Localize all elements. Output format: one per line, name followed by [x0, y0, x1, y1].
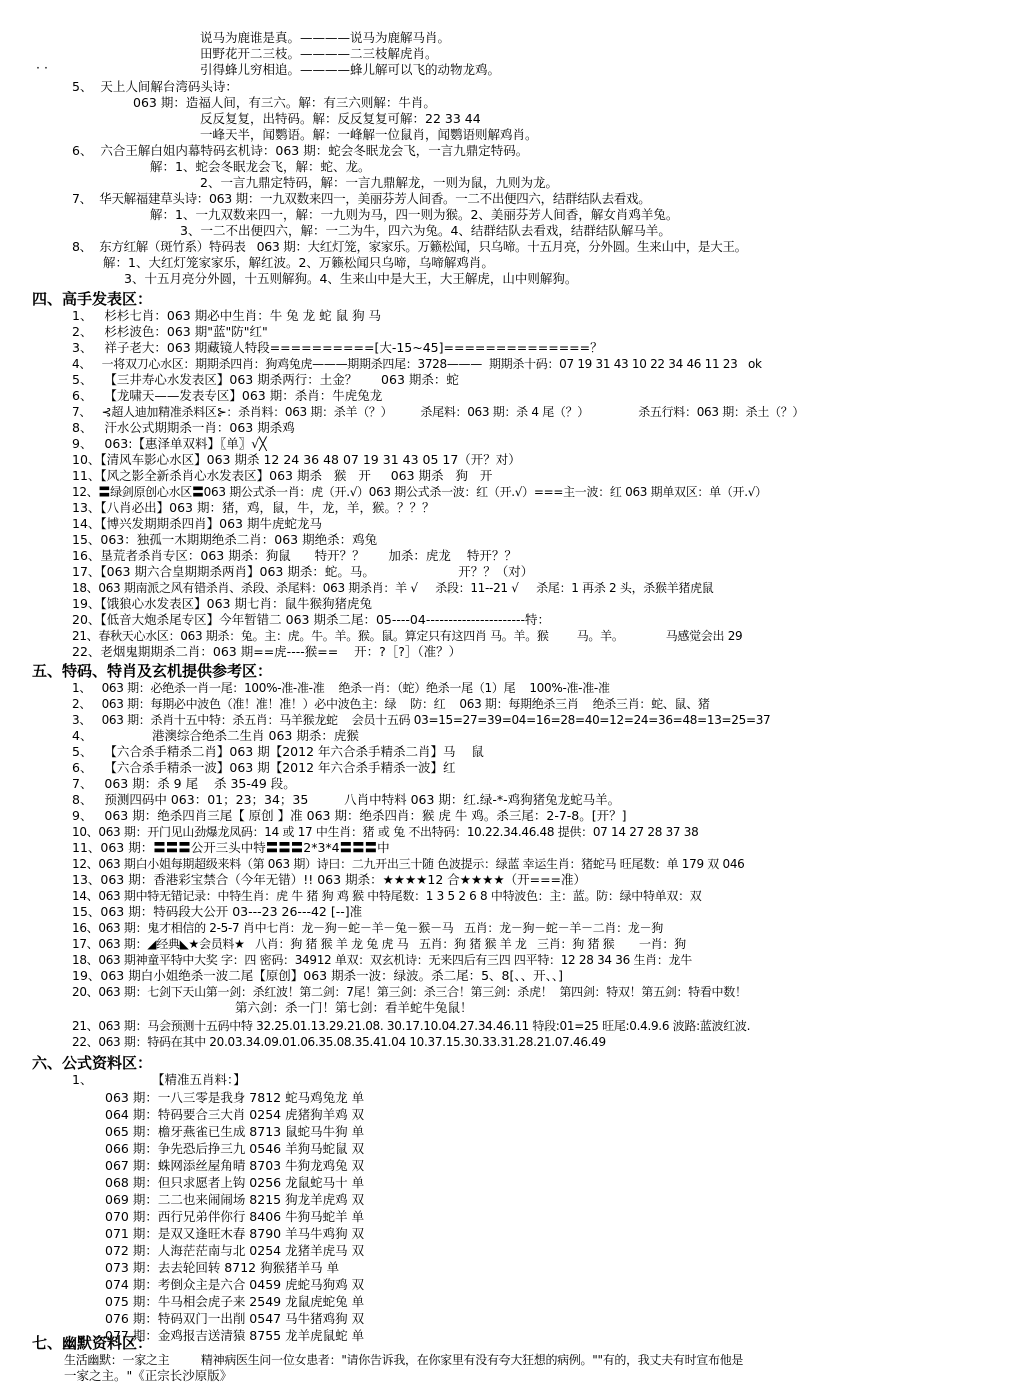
- humor-text: 生活幽默：一家之主 精神病医生问一位女患者："请你告诉我，在你家里有没有夸大狂想的病例。""有的，我丈夫有时宣布他是: [64, 1353, 744, 1367]
- list-item: 8、 汗水公式期期杀一肖：063 期杀鸡: [72, 420, 295, 435]
- list-item: 19、【饿狼心水发表区】063 期七肖：鼠牛猴狗猪虎兔: [72, 596, 372, 611]
- list-item: 19、063 期白小姐绝杀一波二尾【原创】063 期杀一波：绿波。杀二尾：5、8[、、开、、]: [72, 968, 563, 983]
- list-item: 1、 063 期：必绝杀一肖一尾：100%-准-准-准 绝杀一肖：（蛇）绝杀一尾（1）尾 100%-准-准-准: [72, 681, 610, 695]
- list-item: 18、063 期南派之风有错杀肖、杀段、杀尾料：063 期杀肖：羊 √ 杀段：11--21 √ 杀尾：1 再杀 2 头，杀猴羊猪虎鼠: [72, 581, 714, 595]
- riddle-line: 2、一言九鼎定特码，解：一言九鼎解龙，一则为鼠，九则为龙。: [200, 175, 558, 190]
- section-heading: 六、公式资料区：: [32, 1054, 153, 1072]
- list-item: 14、【博兴发期期杀四肖】063 期牛虎蛇龙马: [72, 516, 322, 531]
- list-item: 22、063 期：特码在其中 20.03.34.09.01.06.35.08.35.41.04 10.37.15.30.33.31.28.21.07.46.49: [72, 1035, 606, 1049]
- riddle-line: 063 期：造福人间，有三六。解：有三六则解：牛肖。: [133, 95, 436, 110]
- riddle-line: 解：1、一九双数来四一，解：一九则为马，四一则为猴。2、美丽芬芳人间香，解女肖鸡羊兔。: [150, 207, 679, 222]
- list-item: 12、063 期白小姐每期超级来料（第 063 期）诗曰：二九开出三十随 色波提示：绿蓝 幸运生肖：猪蛇马 旺尾数：单 179 双 046: [72, 857, 745, 871]
- stray-mark: · ·: [36, 60, 48, 75]
- list-item: 3、 063 期：杀肖十五中特：杀五肖：马羊猴龙蛇 会员十五码 03=15=27=39=04=16=28=40=12=24=36=48=13=25=37: [72, 713, 771, 727]
- formula-row: 069 期：二二也来闹闹场 8215 狗龙羊虎鸡 双: [105, 1192, 365, 1207]
- list-item: 5、 【六合杀手精杀二肖】063 期【2012 年六合杀手精杀二肖】马 鼠: [72, 744, 484, 759]
- list-item: 11、063 期：〓〓〓公开三头中特〓〓〓2*3*4〓〓〓中: [72, 840, 390, 855]
- list-item: 7、 063 期：杀 9 尾 杀 35-49 段。: [72, 776, 296, 791]
- section-heading: 五、特码、特肖及玄机提供参考区：: [32, 662, 273, 680]
- formula-row: 073 期：去去轮回转 8712 狗猴猪羊马 单: [105, 1260, 340, 1275]
- formula-row: 076 期：特码双门一出削 0547 马牛猪鸡狗 双: [105, 1311, 365, 1326]
- section-heading: 四、高手发表区：: [32, 290, 153, 308]
- formula-row: 075 期：牛马相会虎子来 2549 龙鼠虎蛇兔 单: [105, 1294, 365, 1309]
- list-item: 15、063：独孤一木期期绝杀二肖：063 期绝杀：鸡兔: [72, 532, 378, 547]
- formula-row: 066 期：争先恐后挣三九 0546 羊狗马蛇鼠 双: [105, 1141, 365, 1156]
- list-item: 20、【低音大炮杀尾专区】今年暂错二 063 期杀二尾：05----04----------------------特：: [72, 612, 551, 627]
- riddle-line: 解：1、大红灯笼家家乐，解红波。2、万籁松闻只乌啼，乌啼解鸡肖。: [103, 255, 494, 270]
- list-item: 1、 杉杉七肖：063 期必中生肖：牛 兔 龙 蛇 鼠 狗 马: [72, 308, 382, 323]
- list-item: 17、【063 期六合皇期期杀两肖】063 期杀：蛇。马。 开？？（对）: [72, 564, 534, 579]
- formula-row: 072 期：人海茫茫南与北 0254 龙猪羊虎马 双: [105, 1243, 365, 1258]
- list-item: 13、【八肖必出】063 期：猪，鸡，鼠，牛，龙，羊，猴。？？？: [72, 500, 435, 515]
- list-item: 10、【清风车影心水区】063 期杀 12 24 36 48 07 19 31 43 05 17（开？对）: [72, 452, 521, 467]
- list-item: 6、 【六合杀手精杀一波】063 期【2012 年六合杀手精杀一波】红: [72, 760, 456, 775]
- riddle-item: 5、 天上人间解台湾码头诗：: [72, 79, 238, 94]
- list-item: 7、 ⊰超人迪加精准杀料区⊱：杀肖料：063 期：杀羊（？） 杀尾料：063 期：杀 4 尾（？） 杀五行料：063 期：杀土（？）: [72, 405, 805, 419]
- list-item: 4、 一将双刀心水区：期期杀四肖：狗鸡兔虎———期期杀四尾：3728——— 期期杀十码：07 19 31 43 10 22 34 46 11 23 ok: [72, 357, 762, 371]
- riddle-line: 引得蜂儿穷相追。————蜂儿解可以飞的动物龙鸡。: [200, 62, 501, 77]
- list-item: 8、 预测四码中 063：01；23；34；35 八肖中特料 063 期：红.绿-*-鸡狗猪兔龙蛇马羊。: [72, 792, 621, 807]
- list-item: 20、063 期：七剑下天山第一剑：杀红波！第二剑：7尾！第三剑：杀三合！第三剑：杀虎！ 第四剑：特双！第五剑：特看中数！: [72, 985, 747, 999]
- list-item: 12、〓绿剑原创心水区〓063 期公式杀一肖：虎（开.√）063 期公式杀一波：红（开.√）===主一波：红 063 期单双区：单（开.√）: [72, 485, 767, 499]
- formula-row: 070 期：西行兄弟伴你行 8406 牛狗马蛇羊 单: [105, 1209, 365, 1224]
- riddle-line: 田野花开二三枝。————二三枝解虎肖。: [200, 46, 438, 61]
- list-item: 1、 【精准五肖料：】: [72, 1072, 246, 1087]
- list-item: 5、 【三井寿心水发表区】063 期杀两行：土金？ 063 期杀：蛇: [72, 372, 459, 387]
- riddle-line: 说马为鹿谁是真。————说马为鹿解马肖。: [200, 30, 451, 45]
- list-item: 21、063 期：马会预测十五码中特 32.25.01.13.29.21.08. 30.17.10.04.27.34.46.11 特段:01=25 旺尾:0.4.9.6 波路:蓝波红波.: [72, 1019, 751, 1033]
- list-item: 4、 港澳综合绝杀二生肖 063 期杀：虎猴: [72, 728, 359, 743]
- list-item: 21、春秋天心水区：063 期杀：兔。主：虎。牛。羊。猴。鼠。算定只有这四肖 马。羊。猴 马。羊。 马感觉会出 29: [72, 629, 743, 643]
- riddle-line: 3、十五月亮分外圆，十五则解狗。4、生来山中是大王，大王解虎，山中则解狗。: [124, 271, 578, 286]
- list-item: 6、 【龙啸天——发表专区】063 期：杀肖：牛虎兔龙: [72, 388, 383, 403]
- formula-row: 067 期：蛛网添丝屋角晴 8703 牛狗龙鸡兔 双: [105, 1158, 365, 1173]
- list-item: 16、垦荒者杀肖专区：063 期杀：狗鼠 特开？？ 加杀：虎龙 特开？？: [72, 548, 517, 563]
- formula-row: 065 期：檐牙燕雀已生成 8713 鼠蛇马牛狗 单: [105, 1124, 365, 1139]
- riddle-line: 一峰天半，闻鹦语。解：一峰解一位鼠肖，闻鹦语则解鸡肖。: [200, 127, 538, 142]
- list-item: 22、老烟鬼期期杀二肖：063 期==虎----猴== 开：?［?］（准？）: [72, 644, 462, 659]
- formula-row: 068 期：但只求愿者上钩 0256 龙鼠蛇马十 单: [105, 1175, 365, 1190]
- humor-text: 一家之主。"《正宗长沙原版》: [64, 1368, 233, 1383]
- formula-row: 071 期：是双又逢旺木春 8790 羊马牛鸡狗 双: [105, 1226, 365, 1241]
- riddle-item: 6、 六合王解白姐内幕特码玄机诗：063 期：蛇会冬眠龙会飞，一言九鼎定特码。: [72, 143, 529, 158]
- riddle-line: 3、一二不出便四六，解：一二为牛，四六为兔。4、结群结队去看戏，结群结队解马羊。: [180, 223, 671, 238]
- list-item: 3、 祥子老大：063 期藏镜人特段==========[大-15~45]==============？: [72, 340, 603, 355]
- formula-row: 064 期：特码要合三大肖 0254 虎猪狗羊鸡 双: [105, 1107, 365, 1122]
- list-item: 14、063 期中特无错记录：中特生肖：虎 牛 猪 狗 鸡 猴 中特尾数：1 3 5 2 6 8 中特波色：主：蓝。防：绿中特单双：双: [72, 889, 702, 903]
- riddle-item: 7、 华天解福建草头诗：063 期：一九双数来四一，美丽芬芳人间香。一二不出便四六，结群结队去看戏。: [72, 191, 651, 206]
- list-item: 16、063 期：鬼才相信的 2-5-7 肖中七肖：龙－狗－蛇－羊－兔－猴－马 五肖：龙－狗－蛇－羊－二肖：龙－狗: [72, 921, 663, 935]
- list-item: 2、 杉杉波色：063 期"蓝"防"红": [72, 324, 268, 339]
- riddle-line: 解：1、蛇会冬眠龙会飞，解：蛇、龙。: [150, 159, 371, 174]
- list-item: 10、063 期：开门见山劲爆龙凤码：14 或 17 中生肖：猪 或 兔 不出特码：10.22.34.46.48 提供：07 14 27 28 37 38: [72, 825, 699, 839]
- list-item: 13、063 期：香港彩宝禁合（今年无错）!! 063 期杀：★★★★12 合★★★★（开===准）: [72, 872, 587, 887]
- list-item: 15、063 期：特码段大公开 03---23 26---42 [--]准: [72, 904, 363, 919]
- list-item: 18、063 期神童平特中大奖 字：四 密码：34912 单双：双玄机诗：无来四后有三四 四平特：12 28 34 36 生肖：龙牛: [72, 953, 692, 967]
- formula-row: 077 期：金鸡报吉送清猿 8755 龙羊虎鼠蛇 单: [105, 1328, 365, 1343]
- formula-row: 074 期：考倒众主是六合 0459 虎蛇马狗鸡 双: [105, 1277, 365, 1292]
- section-heading: 七、幽默资料区：: [32, 1334, 153, 1352]
- formula-row: 063 期：一八三零是我身 7812 蛇马鸡兔龙 单: [105, 1090, 365, 1105]
- list-item: 11、【风之影全新杀肖心水发表区】063 期杀 猴 开 063 期杀 狗 开: [72, 468, 493, 483]
- riddle-line: 反反复复，出特码。解：反反复复可解：22 33 44: [200, 111, 481, 126]
- list-item: 2、 063 期：每期必中波色（准！准！准！）必中波色主：绿 防：红 063 期：每期绝杀三肖 绝杀三肖：蛇、鼠、猪: [72, 697, 710, 711]
- list-item-continued: 第六剑：杀一门！第七剑：看羊蛇牛兔鼠！: [235, 1000, 473, 1015]
- riddle-item: 8、 东方红解（斑竹系）特码表 063 期：大红灯笼，家家乐。万籁松闻，只乌啼。十五月亮，分外圆。生来山中，是大王。: [72, 239, 747, 254]
- list-item: 17、063 期：◢经典◣★会员料★ 八肖：狗 猪 猴 羊 龙 兔 虎 马 五肖：狗 猪 猴 羊 龙 三肖：狗 猪 猴 一肖：狗: [72, 937, 686, 951]
- list-item: 9、 063:【惠泽单双料】〖单〗√╳: [72, 436, 267, 451]
- list-item: 9、 063 期：绝杀四肖三尾【 原创 】准 063 期：绝杀四肖：猴 虎 牛 鸡。杀三尾：2-7-8。[开？]: [72, 808, 627, 823]
